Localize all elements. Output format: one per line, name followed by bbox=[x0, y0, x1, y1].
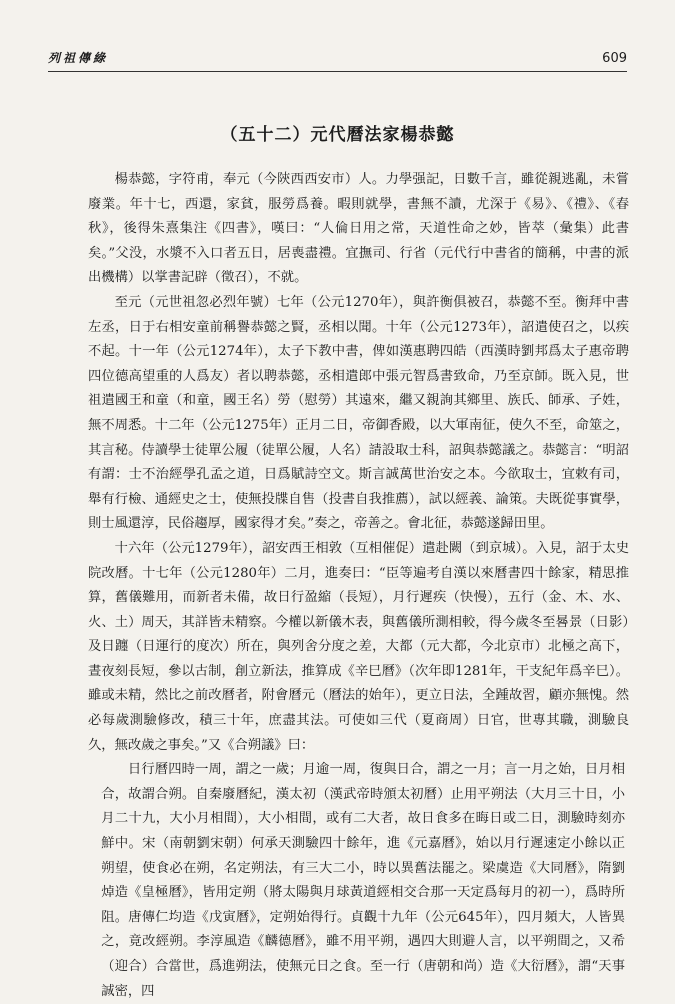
running-title: 列祖傳綠 bbox=[48, 51, 109, 65]
page-number: 609 bbox=[602, 51, 627, 66]
paragraph: 至元（元世祖忽必烈年號）七年（公元1270年），與許衡俱被召，恭懿不至。衡拜中書左丞，日于右相安童前稱譽恭懿之賢，丞相以聞。十年（公元1273年），詔遣使召之，以疾不起。十一年（公元1274年），太子下教中書，俾如漢惠聘四皓（西漢時劉邦爲太子惠帝聘四位德高望重的人爲友）者以聘恭懿，丞相遣郎中張元智爲書致命，乃至京師。既入見，世祖遣國王和童（和童，國王名）勞（慰勞）其遠來，繼又親詢其鄉里、族氏、師承、子姓，無不周悉。十二年（公元1275年）正月二日，帝御香殿，以大軍南征，使久不至，命筮之，其言秘。侍讀學士徒單公履（徒單公履，人名）請設取士科，詔與恭懿議之。恭懿言：“明詔有謂：士不治經學孔孟之道，日爲賦詩空文。斯言誠萬世治安之本。今欲取士，宜敕有司，舉有行檢、通經史之士，使無投牒自售（投書自我推薦），試以經義、論策。夫既從事實學，則士風還淳，民俗趨厚，國家得才矣。”奏之，帝善之。會北征，恭懿遂歸田里。 bbox=[88, 294, 629, 532]
section-title: （五十二）元代曆法家楊恭懿 bbox=[220, 125, 455, 145]
paragraph: 楊恭懿，字符甫，奉元（今陝西西安市）人。力學强記，日數千言，雖從親逃亂，未嘗廢業。年十七，西還，家貧，服勞爲養。暇則就學，書無不讀，尤深于《易》、《禮》、《春秋》，後得朱熹集注《四書》，嘆曰：“人倫日用之常，天道性命之妙，皆萃（彙集）此書矣。”父没，水漿不入口者五日，居喪盡禮。宜撫司、行省（元代行中書省的簡稱，中書的派出機構）以掌書記辟（徵召），不就。 bbox=[88, 172, 629, 286]
header-divider bbox=[48, 71, 627, 72]
paragraph: 十六年（公元1279年），詔安西王相敦（互相催促）遣赴闕（到京城）。入見，詔于太史院改曆。十七年（公元1280年）二月，進奏曰：“臣等遍考自漢以來曆書四十餘家，精思推算，舊儀難用，而新者未備，故日行盈縮（長短），月行遲疾（快慢），五行（金、木、水、火、土）周天，其詳皆未精察。今權以新儀木表，與舊儀所測相較，得今歲冬至晷景（日影）及日躔（日運行的度次）所在，與列舍分度之差，大都（元大都，今北京市）北極之高下，晝夜刻長短，參以古制，創立新法，推算成《辛巳曆》（次年即1281年，干支紀年爲辛巳）。雖或未精，然比之前改曆者，附會曆元（曆法的始年），更立日法，全踵故習，顧亦無愧。然必每歲測驗修改，積三十年，庶盡其法。可使如三代（夏商周）日官，世專其職，測驗良久，無改歲之事矣。”又《合朔議》曰： bbox=[88, 540, 629, 753]
quoted-paragraph: 日行曆四時一周，謂之一歲；月逾一周，復與日合，謂之一月；言一月之始，日月相合，故謂合朔。自秦廢曆紀，漢太初（漢武帝時頒太初曆）止用平朔法（大月三十日，小月二十九，大小月相間），大小相間，或有二大者，故日食多在晦日或二日，測驗時刻亦鮮中。宋（南朝劉宋朝）何承天測驗四十餘年，進《元嘉曆》，始以月行遲速定小餘以正朔望，使食必在朔，名定朔法，有三大二小，時以異舊法罷之。梁虞造《大同曆》，隋劉焯造《皇極曆》，皆用定朔（將太陽與月球黃道經相交合那一天定爲每月的初一），爲時所阻。唐傳仁均造《戊寅曆》，定朔始得行。貞觀十九年（公元645年），四月頻大，人皆異之，竟改經朔。李淳風造《麟德曆》，雖不用平朔，遇四大則避人言，以平朔間之，又希（迎合）合當世，爲進朔法，使無元日之食。至一行（唐朝和尚）造《大衍曆》，謂“天事誠密，四 bbox=[101, 762, 626, 999]
running-header bbox=[48, 44, 627, 66]
body-text bbox=[88, 168, 629, 1004]
